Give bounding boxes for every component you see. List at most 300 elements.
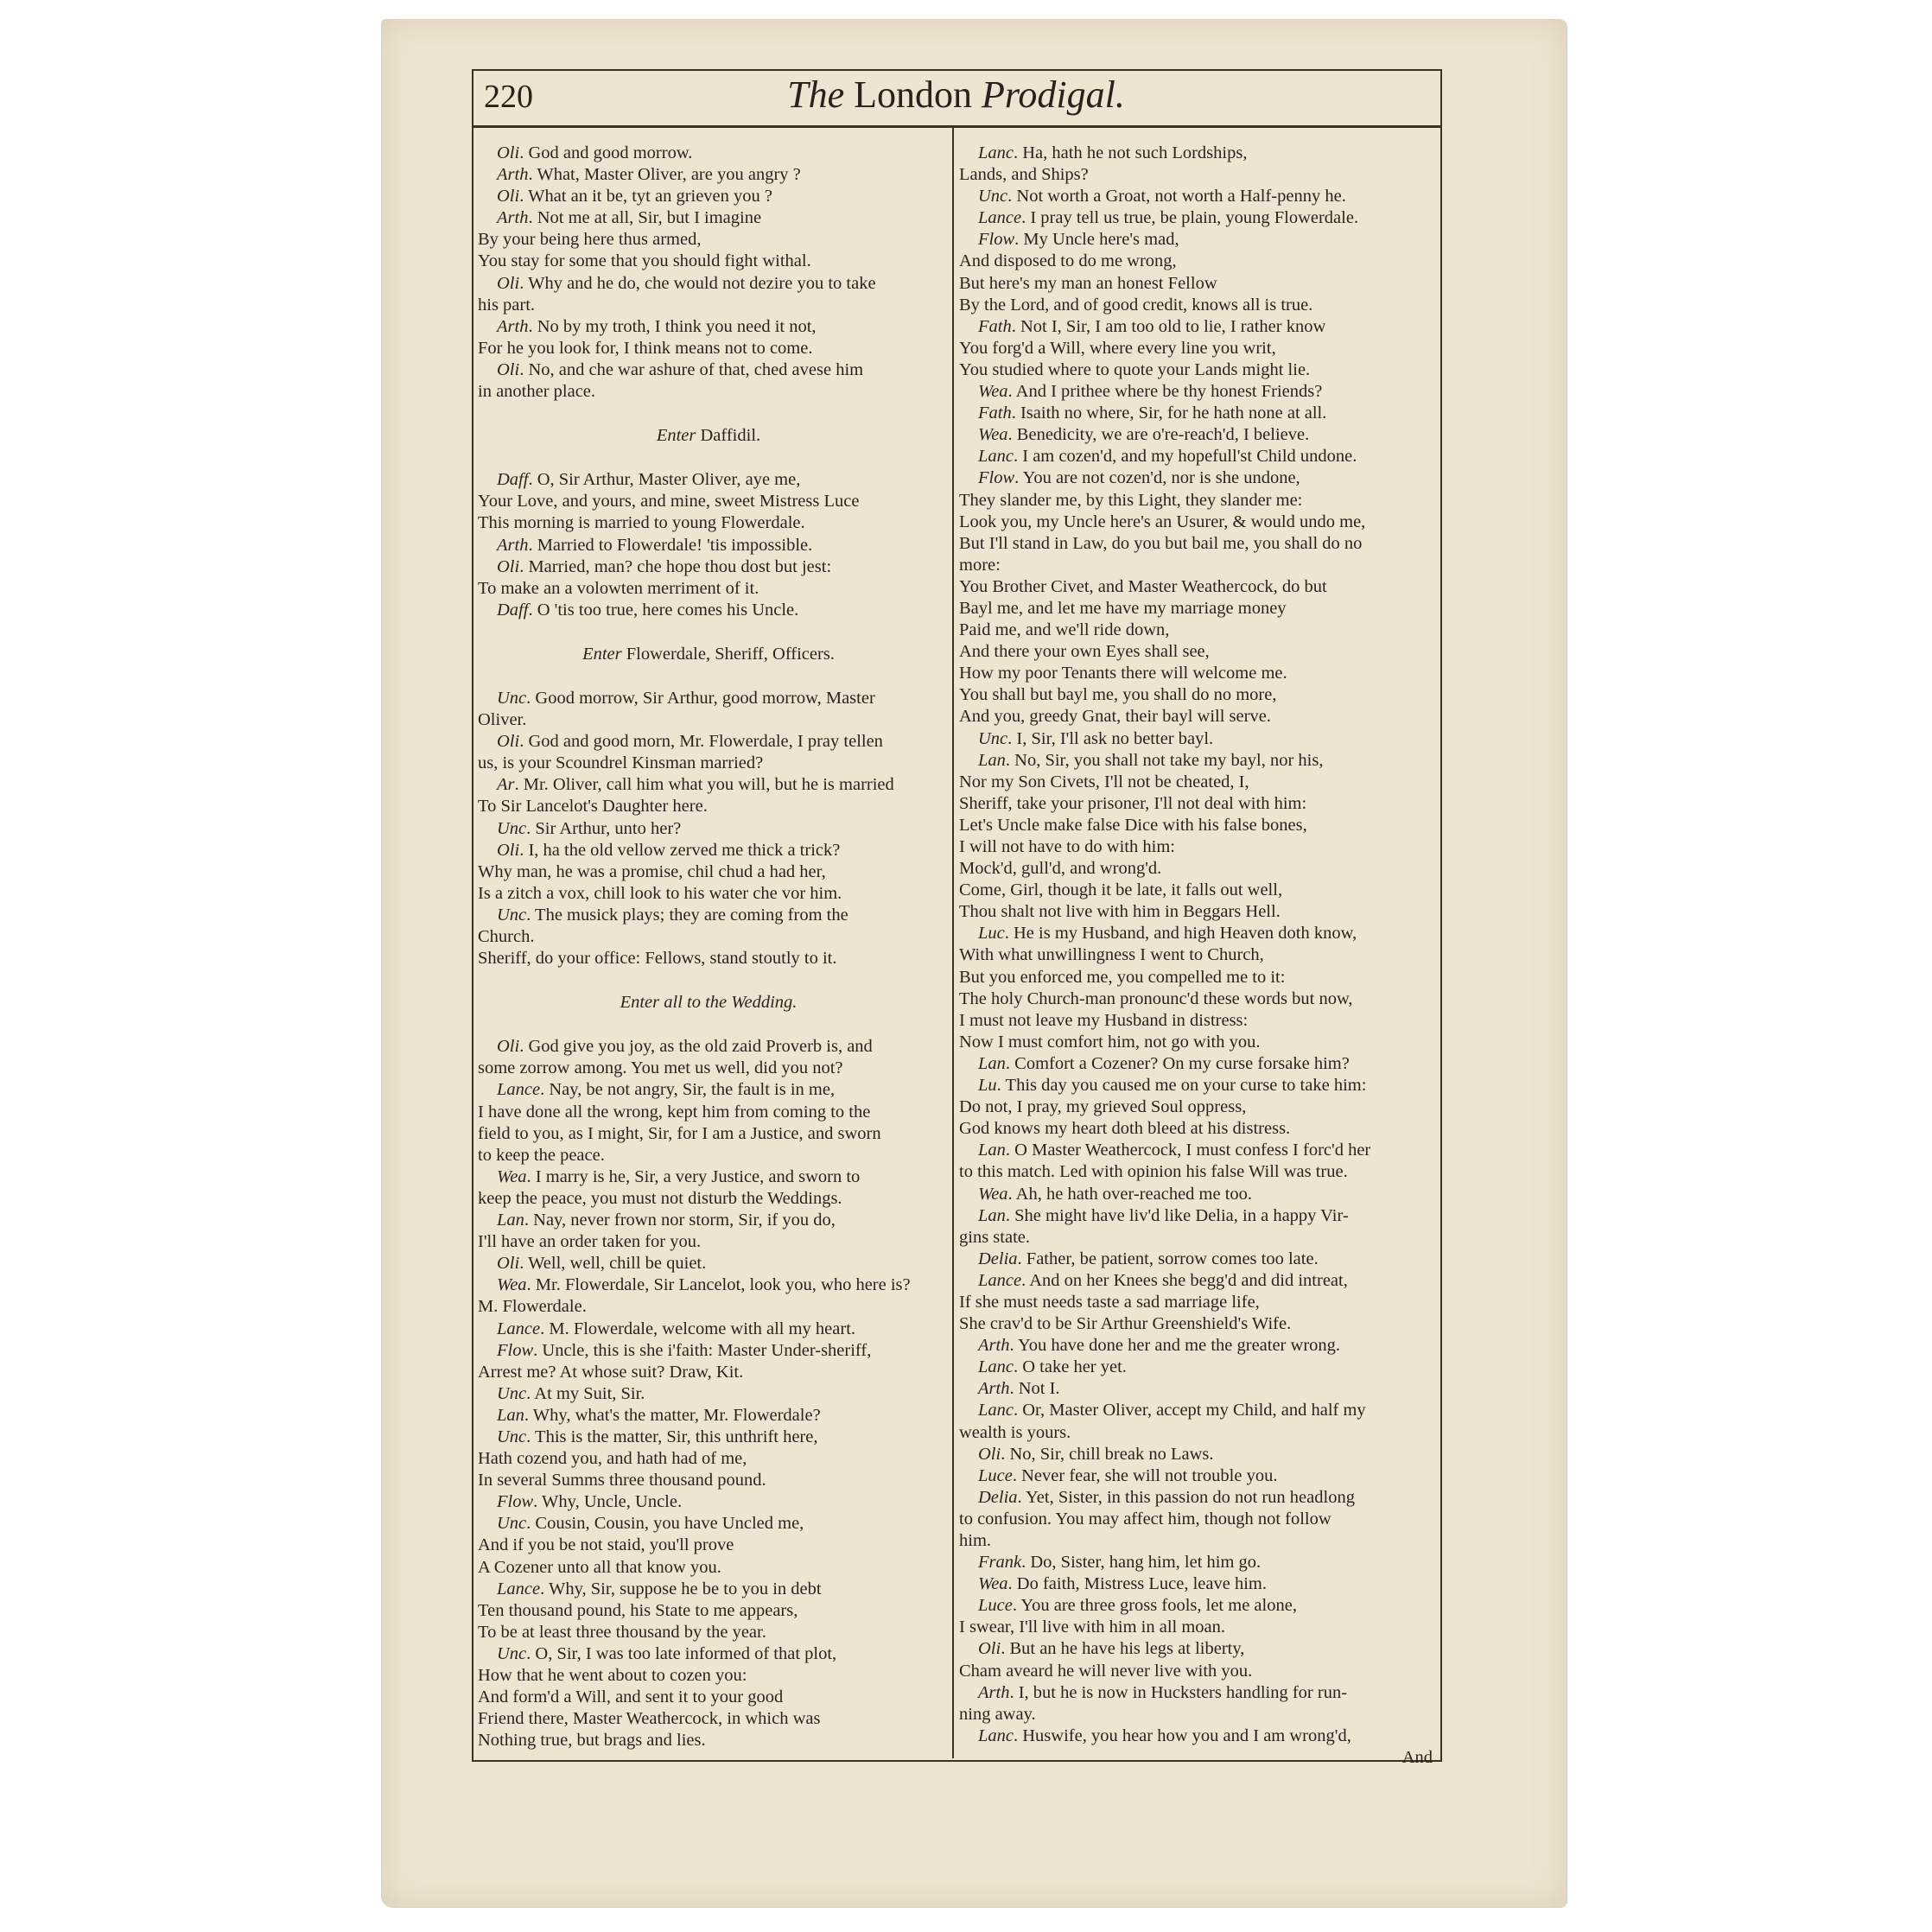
line-text: Well, well, chill be quiet. xyxy=(528,1254,707,1274)
text-line: Arth. Not me at all, Sir, but I imagine xyxy=(497,208,762,228)
line-text: O Master Weathercock, I must confess I forc'd her xyxy=(1014,1141,1371,1160)
line-text: But here's my man an honest Fellow xyxy=(959,273,1217,293)
line-text: Now I must comfort him, not go with you. xyxy=(959,1032,1261,1052)
speaker-abbrev: Lanc xyxy=(978,1357,1014,1377)
speaker-abbrev: Wea xyxy=(497,1275,527,1295)
speaker-abbrev: Arth xyxy=(497,316,529,336)
text-line: Arth. Not I. xyxy=(978,1379,1060,1399)
stage-direction-text: Daffidil. xyxy=(700,426,761,446)
text-line xyxy=(478,1362,939,1383)
text-line: Lanc. O take her yet. xyxy=(978,1357,1127,1377)
text-line xyxy=(959,967,1433,988)
line-text: Why, Sir, suppose he be to you in debt xyxy=(549,1579,822,1598)
speaker-abbrev: Lan xyxy=(978,750,1006,770)
line-text: Why, Uncle, Uncle. xyxy=(542,1492,683,1512)
text-line xyxy=(478,1557,939,1579)
text-line: Unc. This is the matter, Sir, this unthrift here, xyxy=(497,1427,818,1446)
line-text: Not me at all, Sir, but I imagine xyxy=(537,208,762,228)
text-line xyxy=(478,1535,939,1556)
speaker-abbrev: Lan xyxy=(497,1211,524,1230)
speaker-abbrev: Lance xyxy=(497,1080,541,1100)
line-text: to this match. Led with opinion his false Will was true. xyxy=(959,1162,1348,1182)
speaker-abbrev: Lan xyxy=(978,1141,1006,1160)
speaker-abbrev: Flow xyxy=(978,468,1015,488)
line-text: They slander me, by this Light, they slander me: xyxy=(959,490,1303,510)
text-line: Arth. You have done her and me the greater wrong. xyxy=(978,1336,1341,1356)
text-line xyxy=(959,1010,1433,1032)
line-text: No, and che war ashure of that, ched avese him xyxy=(528,359,864,379)
text-line xyxy=(478,381,939,403)
speaker-abbrev: Lanc xyxy=(978,143,1014,162)
line-text: He is my Husband, and high Heaven doth know, xyxy=(1014,924,1357,944)
text-line xyxy=(478,1708,939,1730)
stage-direction-enter: Enter xyxy=(656,426,696,446)
text-line xyxy=(959,663,1433,684)
text-line xyxy=(959,598,1433,620)
speaker-abbrev: Oli xyxy=(497,840,520,860)
line-text: Why and he do, che would not dezire you to take xyxy=(528,273,876,293)
spacer xyxy=(478,665,939,688)
line-text: What, Master Oliver, are you angry ? xyxy=(537,165,801,185)
line-text: This day you caused me on your curse to take him: xyxy=(1005,1076,1367,1096)
speaker-abbrev: Luce xyxy=(978,1596,1013,1616)
line-text: field to you, as I might, Sir, for I am a Justice, and sworn xyxy=(478,1123,881,1143)
line-text: And I prithee where be thy honest Friends? xyxy=(1015,382,1323,402)
text-line: Unc. The musick plays; they are coming from the xyxy=(497,905,848,925)
line-text: in another place. xyxy=(478,382,596,402)
line-text: Arrest me? At whose suit? Draw, Kit. xyxy=(478,1362,744,1382)
line-text: Do not, I pray, my grieved Soul oppress, xyxy=(959,1097,1247,1117)
speaker-abbrev: Lanc xyxy=(978,447,1014,467)
speaker-abbrev: Arth xyxy=(978,1682,1010,1702)
line-text: to confusion. You may affect him, though not follow xyxy=(959,1509,1331,1528)
text-line xyxy=(478,338,939,359)
text-line: Oli. God and good morn, Mr. Flowerdale, I pray tellen xyxy=(497,732,883,752)
text-line: Luc. He is my Husband, and high Heaven doth know, xyxy=(978,924,1357,944)
text-line xyxy=(959,858,1433,880)
line-text: him. xyxy=(959,1531,992,1550)
spacer xyxy=(478,403,939,425)
text-line: Arth. Married to Flowerdale! 'tis impossible. xyxy=(497,535,813,555)
line-text: Not worth a Groat, not worth a Half-penny he. xyxy=(1016,187,1346,207)
line-text: Uncle, this is she i'faith: Master Under-sheriff, xyxy=(542,1340,872,1360)
line-text: I have done all the wrong, kept him from coming to the xyxy=(478,1102,871,1122)
line-text: Father, be patient, sorrow comes too late. xyxy=(1026,1249,1319,1268)
page-number: 220 xyxy=(484,79,533,115)
line-text: Mr. Oliver, call him what you will, but he is married xyxy=(523,775,894,795)
text-line xyxy=(478,491,939,512)
text-line: Lance. M. Flowerdale, welcome with all my heart. xyxy=(497,1319,856,1338)
speaker-abbrev: Arth xyxy=(497,535,529,555)
line-text: The musick plays; they are coming from the xyxy=(535,905,848,925)
line-text: Do faith, Mistress Luce, leave him. xyxy=(1016,1574,1267,1594)
line-text: And if you be not staid, you'll prove xyxy=(478,1535,734,1555)
line-text: My Uncle here's mad, xyxy=(1023,230,1179,250)
speaker-abbrev: Wea xyxy=(497,1166,527,1186)
line-text: keep the peace, you must not disturb the Weddings. xyxy=(478,1188,842,1208)
line-text: Ten thousand pound, his State to me appears, xyxy=(478,1600,798,1620)
speaker-abbrev: Unc xyxy=(978,187,1008,207)
title-the: The xyxy=(787,73,845,116)
line-text: But I'll stand in Law, do you but bail me, you shall do no xyxy=(959,533,1363,553)
text-line xyxy=(959,620,1433,641)
text-line xyxy=(959,1292,1433,1313)
speaker-abbrev: Daff xyxy=(497,470,529,490)
line-text: She crav'd to be Sir Arthur Greenshield's Wife. xyxy=(959,1314,1292,1334)
line-text: Good morrow, Sir Arthur, good morrow, Master xyxy=(535,688,875,708)
text-line xyxy=(478,512,939,534)
speaker-abbrev: Lan xyxy=(978,1053,1006,1073)
text-line xyxy=(478,1665,939,1687)
line-text: Cham aveard he will never live with you. xyxy=(959,1661,1253,1681)
line-text: Benedicity, we are o're-reach'd, I believe. xyxy=(1016,425,1310,445)
spacer xyxy=(478,1014,939,1036)
line-text: I swear, I'll live with him in all moan. xyxy=(959,1617,1226,1637)
text-line xyxy=(478,1296,939,1318)
speaker-abbrev: Wea xyxy=(978,1184,1008,1204)
line-text: Nay, be not angry, Sir, the fault is in me, xyxy=(549,1080,836,1100)
text-line: Lu. This day you caused me on your curse to take him: xyxy=(978,1076,1367,1096)
line-text: No, Sir, you shall not take my bayl, nor his, xyxy=(1014,750,1324,770)
speaker-abbrev: Unc xyxy=(978,728,1008,748)
text-line xyxy=(959,338,1433,359)
text-line: Oli. Married, man? che hope thou dost but jest: xyxy=(497,556,832,576)
text-line xyxy=(478,883,939,905)
text-line: Unc. I, Sir, I'll ask no better bayl. xyxy=(978,728,1214,748)
text-line: Ar. Mr. Oliver, call him what you will, but he is married xyxy=(497,775,894,795)
line-text: In several Summs three thousand pound. xyxy=(478,1471,766,1490)
speaker-abbrev: Daff xyxy=(497,600,529,620)
line-text: Ha, hath he not such Lordships, xyxy=(1022,143,1248,162)
text-line: Wea. Do faith, Mistress Luce, leave him. xyxy=(978,1574,1267,1594)
text-line xyxy=(959,533,1433,555)
speaker-abbrev: Arth xyxy=(497,208,529,228)
line-text: O, Sir Arthur, Master Oliver, aye me, xyxy=(537,470,801,490)
text-line: Oli. God give you joy, as the old zaid Proverb is, and xyxy=(497,1037,873,1057)
line-text: wealth is yours. xyxy=(959,1422,1071,1442)
text-line xyxy=(478,1730,939,1751)
text-line xyxy=(478,1448,939,1470)
line-text: Bayl me, and let me have my marriage money xyxy=(959,598,1287,618)
line-text: Church. xyxy=(478,927,535,946)
stage-direction-text: Flowerdale, Sheriff, Officers. xyxy=(626,644,835,664)
speaker-abbrev: Unc xyxy=(497,688,527,708)
line-text: And form'd a Will, and sent it to your good xyxy=(478,1687,784,1707)
text-line xyxy=(478,1600,939,1622)
line-text: gins state. xyxy=(959,1227,1030,1247)
text-line xyxy=(959,1032,1433,1053)
text-line: Wea. Benedicity, we are o're-reach'd, I believe. xyxy=(978,425,1310,445)
text-line xyxy=(959,1118,1433,1140)
line-text: To Sir Lancelot's Daughter here. xyxy=(478,797,708,817)
line-text: How my poor Tenants there will welcome me. xyxy=(959,664,1287,683)
text-line xyxy=(478,1145,939,1166)
speaker-abbrev: Flow xyxy=(978,230,1015,250)
speaker-abbrev: Oli xyxy=(497,143,520,162)
text-line xyxy=(959,1661,1433,1682)
text-line xyxy=(959,164,1433,186)
speaker-abbrev: Oli xyxy=(497,359,520,379)
text-line xyxy=(959,901,1433,923)
line-text: For he you look for, I think means not to come. xyxy=(478,338,813,358)
speaker-abbrev: Delia xyxy=(978,1487,1018,1507)
speaker-abbrev: Oli xyxy=(978,1639,1001,1659)
line-text: Married to Flowerdale! 'tis impossible. xyxy=(537,535,813,555)
text-line: Oli. But an he have his legs at liberty, xyxy=(978,1639,1245,1659)
text-line xyxy=(959,251,1433,272)
line-text: Do, Sister, hang him, let him go. xyxy=(1030,1553,1262,1573)
line-text: Isaith no where, Sir, for he hath none at all. xyxy=(1020,404,1327,423)
line-text: Married, man? che hope thou dost but jest: xyxy=(528,556,832,576)
text-line xyxy=(959,1704,1433,1725)
text-line: Lanc. Or, Master Oliver, accept my Child, and half my xyxy=(978,1401,1366,1420)
line-text: Let's Uncle make false Dice with his false bones, xyxy=(959,815,1307,835)
text-line: Wea. I marry is he, Sir, a very Justice, and sworn to xyxy=(497,1166,861,1186)
speaker-abbrev: Fath xyxy=(978,316,1012,336)
text-line: Flow. Uncle, this is she i'faith: Master Under-sheriff, xyxy=(497,1340,872,1360)
text-line xyxy=(959,555,1433,576)
line-text: Paid me, and we'll ride down, xyxy=(959,620,1170,640)
text-line: Flow. Why, Uncle, Uncle. xyxy=(497,1492,683,1512)
line-text: You Brother Civet, and Master Weathercock, do but xyxy=(959,576,1327,596)
text-line xyxy=(959,1313,1433,1335)
line-text: Ah, he hath over-reached me too. xyxy=(1015,1184,1253,1204)
line-text: Sir Arthur, unto her? xyxy=(535,818,682,838)
speaker-abbrev: Lance xyxy=(497,1579,541,1598)
line-text: You stay for some that you should fight withal. xyxy=(478,251,811,271)
text-line xyxy=(478,709,939,731)
line-text: Sheriff, do your office: Fellows, stand stoutly to it. xyxy=(478,949,837,969)
text-line xyxy=(959,815,1433,836)
line-text: I pray tell us true, be plain, young Flowerdale. xyxy=(1030,208,1359,228)
line-text: O, Sir, I was too late informed of that plot, xyxy=(535,1643,837,1663)
text-line xyxy=(959,359,1433,381)
line-text: O 'tis too true, here comes his Uncle. xyxy=(537,600,799,620)
spacer xyxy=(478,969,939,992)
text-line: Flow. You are not cozen'd, nor is she undone, xyxy=(978,468,1300,488)
text-line xyxy=(959,1530,1433,1552)
speaker-abbrev: Fath xyxy=(978,404,1012,423)
text-line: Frank. Do, Sister, hang him, let him go. xyxy=(978,1553,1262,1573)
line-text: And on her Knees she begg'd and did intreat, xyxy=(1029,1270,1348,1290)
text-line: Oli. Why and he do, che would not dezire you to take xyxy=(497,273,876,293)
line-text: Mr. Flowerdale, Sir Lancelot, look you, who here is? xyxy=(535,1275,911,1295)
text-line: Unc. At my Suit, Sir. xyxy=(497,1383,645,1403)
text-line: Lance. I pray tell us true, be plain, young Flowerdale. xyxy=(978,208,1359,228)
line-text: You are not cozen'd, nor is she undone, xyxy=(1022,468,1300,488)
text-line xyxy=(959,273,1433,295)
line-text: And xyxy=(1401,1747,1433,1767)
text-line: Oli. Well, well, chill be quiet. xyxy=(497,1254,707,1274)
text-line xyxy=(959,295,1433,316)
line-text: God give you joy, as the old zaid Proverb is, and xyxy=(528,1037,873,1057)
line-text: I will not have to do with him: xyxy=(959,837,1175,856)
text-line: Unc. Good morrow, Sir Arthur, good morrow, Master xyxy=(497,688,875,708)
left-column xyxy=(478,143,939,1751)
line-text: ning away. xyxy=(959,1704,1036,1724)
speaker-abbrev: Lanc xyxy=(978,1725,1014,1745)
speaker-abbrev: Wea xyxy=(978,1574,1008,1594)
line-text: Hath cozend you, and hath had of me, xyxy=(478,1449,747,1469)
line-text: You studied where to quote your Lands might lie. xyxy=(959,359,1311,379)
line-text: I, but he is now in Hucksters handling for run- xyxy=(1018,1682,1348,1702)
line-text: Is a zitch a vox, chill look to his water che vor him. xyxy=(478,883,842,903)
text-line xyxy=(478,229,939,251)
line-text: to keep the peace. xyxy=(478,1145,605,1165)
text-line xyxy=(959,641,1433,663)
text-line: Oli. What an it be, tyt an grieven you ? xyxy=(497,187,773,207)
speaker-abbrev: Wea xyxy=(978,382,1008,402)
right-column xyxy=(959,143,1433,1769)
text-line: Lan. Why, what's the matter, Mr. Flowerdale? xyxy=(497,1405,821,1425)
title-main: London xyxy=(854,73,973,116)
text-line: Delia. Father, be patient, sorrow comes too late. xyxy=(978,1249,1319,1268)
text-line xyxy=(478,1470,939,1491)
line-text: his part. xyxy=(478,295,536,315)
speaker-abbrev: Lance xyxy=(978,1270,1022,1290)
text-line xyxy=(478,861,939,883)
line-text: Why, what's the matter, Mr. Flowerdale? xyxy=(532,1405,821,1425)
speaker-abbrev: Oli xyxy=(497,1254,520,1274)
line-text: Friend there, Master Weathercock, in which was xyxy=(478,1709,821,1729)
text-line xyxy=(959,1227,1433,1249)
text-line: Unc. Sir Arthur, unto her? xyxy=(497,818,682,838)
line-text: No, Sir, chill break no Laws. xyxy=(1009,1444,1214,1464)
text-line: Flow. My Uncle here's mad, xyxy=(978,230,1179,250)
text-line xyxy=(959,944,1433,966)
speaker-abbrev: Delia xyxy=(978,1249,1018,1268)
line-text: With what unwillingness I went to Church, xyxy=(959,945,1264,965)
text-line xyxy=(478,1188,939,1210)
text-line xyxy=(959,576,1433,598)
text-line: Fath. Not I, Sir, I am too old to lie, I rather know xyxy=(978,316,1326,336)
line-text: I, ha the old vellow zerved me thick a trick? xyxy=(528,840,841,860)
text-line xyxy=(959,1096,1433,1118)
text-line: Oli. No, Sir, chill break no Laws. xyxy=(978,1444,1214,1464)
text-line xyxy=(959,1509,1433,1530)
line-text: Look you, my Uncle here's an Usurer, & would undo me, xyxy=(959,512,1366,531)
line-text: You shall but bayl me, you shall do no more, xyxy=(959,685,1277,705)
line-text: What an it be, tyt an grieven you ? xyxy=(528,187,773,207)
stage-direction xyxy=(478,644,939,665)
line-text: And there your own Eyes shall see, xyxy=(959,642,1210,662)
speaker-abbrev: Ar xyxy=(497,775,515,795)
speaker-abbrev: Flow xyxy=(497,1340,534,1360)
line-text: You are three gross fools, let me alone, xyxy=(1020,1596,1297,1616)
line-text: Comfort a Cozener? On my curse forsake him? xyxy=(1014,1053,1350,1073)
text-line: Lanc. I am cozen'd, and my hopefull'st Child undone. xyxy=(978,447,1357,467)
text-line xyxy=(959,836,1433,858)
line-text: To make an a volowten merriment of it. xyxy=(478,578,759,598)
line-text: Nothing true, but brags and lies. xyxy=(478,1731,706,1751)
speaker-abbrev: Oli xyxy=(497,273,520,293)
line-text: This morning is married to young Flowerdale. xyxy=(478,513,805,533)
line-text: But you enforced me, you compelled me to it: xyxy=(959,967,1286,987)
title-italic: Prodigal. xyxy=(982,73,1125,116)
stage-direction xyxy=(478,992,939,1014)
speaker-abbrev: Wea xyxy=(978,425,1008,445)
line-text: By the Lord, and of good credit, knows all is true. xyxy=(959,295,1313,315)
text-line: Wea. Ah, he hath over-reached me too. xyxy=(978,1184,1253,1204)
line-text: Sheriff, take your prisoner, I'll not deal with him: xyxy=(959,793,1307,813)
line-text: The holy Church-man pronounc'd these words but now, xyxy=(959,988,1353,1008)
text-line xyxy=(478,926,939,948)
line-text: You forg'd a Will, where every line you writ, xyxy=(959,338,1276,358)
text-line xyxy=(959,793,1433,815)
line-text: Come, Girl, though it be late, it falls out well, xyxy=(959,880,1283,900)
text-line: Lan. O Master Weathercock, I must confess I forc'd her xyxy=(978,1141,1371,1160)
text-line xyxy=(478,1622,939,1643)
text-line: Unc. Not worth a Groat, not worth a Half-penny he. xyxy=(978,187,1346,207)
speaker-abbrev: Oli xyxy=(497,732,520,752)
speaker-abbrev: Arth xyxy=(978,1379,1010,1399)
speaker-abbrev: Unc xyxy=(497,1514,527,1534)
text-line xyxy=(959,684,1433,706)
text-line: Arth. What, Master Oliver, are you angry ? xyxy=(497,165,801,185)
line-text: Lands, and Ships? xyxy=(959,165,1089,185)
text-line: Lance. Why, Sir, suppose he be to you in debt xyxy=(497,1579,822,1598)
line-text: Your Love, and yours, and mine, sweet Mistress Luce xyxy=(478,492,860,512)
line-text: M. Flowerdale, welcome with all my heart. xyxy=(549,1319,856,1338)
text-line xyxy=(959,706,1433,728)
speaker-abbrev: Lanc xyxy=(978,1401,1014,1420)
speaker-abbrev: Unc xyxy=(497,1427,527,1446)
text-line xyxy=(478,796,939,817)
line-text: I am cozen'd, and my hopefull'st Child undone. xyxy=(1022,447,1357,467)
speaker-abbrev: Lu xyxy=(978,1076,997,1096)
column-divider xyxy=(952,128,954,1758)
text-line: Oli. I, ha the old vellow zerved me thick a trick? xyxy=(497,840,841,860)
line-text: Not I. xyxy=(1018,1379,1060,1399)
line-text: some zorrow among. You met us well, did you not? xyxy=(478,1058,843,1078)
line-text: Yet, Sister, in this passion do not run headlong xyxy=(1026,1487,1355,1507)
text-line: Fath. Isaith no where, Sir, for he hath none at all. xyxy=(978,404,1327,423)
speaker-abbrev: Luce xyxy=(978,1465,1013,1485)
speaker-abbrev: Flow xyxy=(497,1492,534,1512)
text-line xyxy=(959,772,1433,793)
text-line: Daff. O 'tis too true, here comes his Uncle. xyxy=(497,600,799,620)
text-line xyxy=(478,948,939,969)
text-line: Lan. No, Sir, you shall not take my bayl, nor his, xyxy=(978,750,1324,770)
line-text: Not I, Sir, I am too old to lie, I rather know xyxy=(1020,316,1326,336)
stage-direction xyxy=(478,425,939,447)
line-text: To be at least three thousand by the year. xyxy=(478,1622,766,1642)
text-line: Oli. God and good morrow. xyxy=(497,143,693,162)
speaker-abbrev: Unc xyxy=(497,1383,527,1403)
line-text: A Cozener unto all that know you. xyxy=(478,1557,721,1577)
text-line xyxy=(478,295,939,316)
text-line: Wea. Mr. Flowerdale, Sir Lancelot, look you, who here is? xyxy=(497,1275,911,1295)
speaker-abbrev: Oli xyxy=(497,1037,520,1057)
line-text: Why man, he was a promise, chil chud a had her, xyxy=(478,861,826,881)
line-text: I marry is he, Sir, a very Justice, and sworn to xyxy=(535,1166,861,1186)
line-text: If she must needs taste a sad marriage life, xyxy=(959,1292,1260,1312)
line-text: By your being here thus armed, xyxy=(478,230,702,250)
line-text: Huswife, you hear how you and I am wrong'd, xyxy=(1022,1725,1351,1745)
text-line xyxy=(959,490,1433,512)
line-text: God and good morn, Mr. Flowerdale, I pray tellen xyxy=(528,732,883,752)
text-line xyxy=(959,988,1433,1010)
speaker-abbrev: Luc xyxy=(978,924,1005,944)
text-line: Daff. O, Sir Arthur, Master Oliver, aye me, xyxy=(497,470,801,490)
text-line: Lance. Nay, be not angry, Sir, the fault is in me, xyxy=(497,1080,836,1100)
text-line xyxy=(478,578,939,600)
stage-direction-enter: Enter all to the Wedding. xyxy=(620,993,798,1013)
text-line: Lan. Comfort a Cozener? On my curse forsake him? xyxy=(978,1053,1350,1073)
speaker-abbrev: Unc xyxy=(497,1643,527,1663)
speaker-abbrev: Oli xyxy=(497,187,520,207)
text-line: Lance. And on her Knees she begg'd and did intreat, xyxy=(978,1270,1348,1290)
